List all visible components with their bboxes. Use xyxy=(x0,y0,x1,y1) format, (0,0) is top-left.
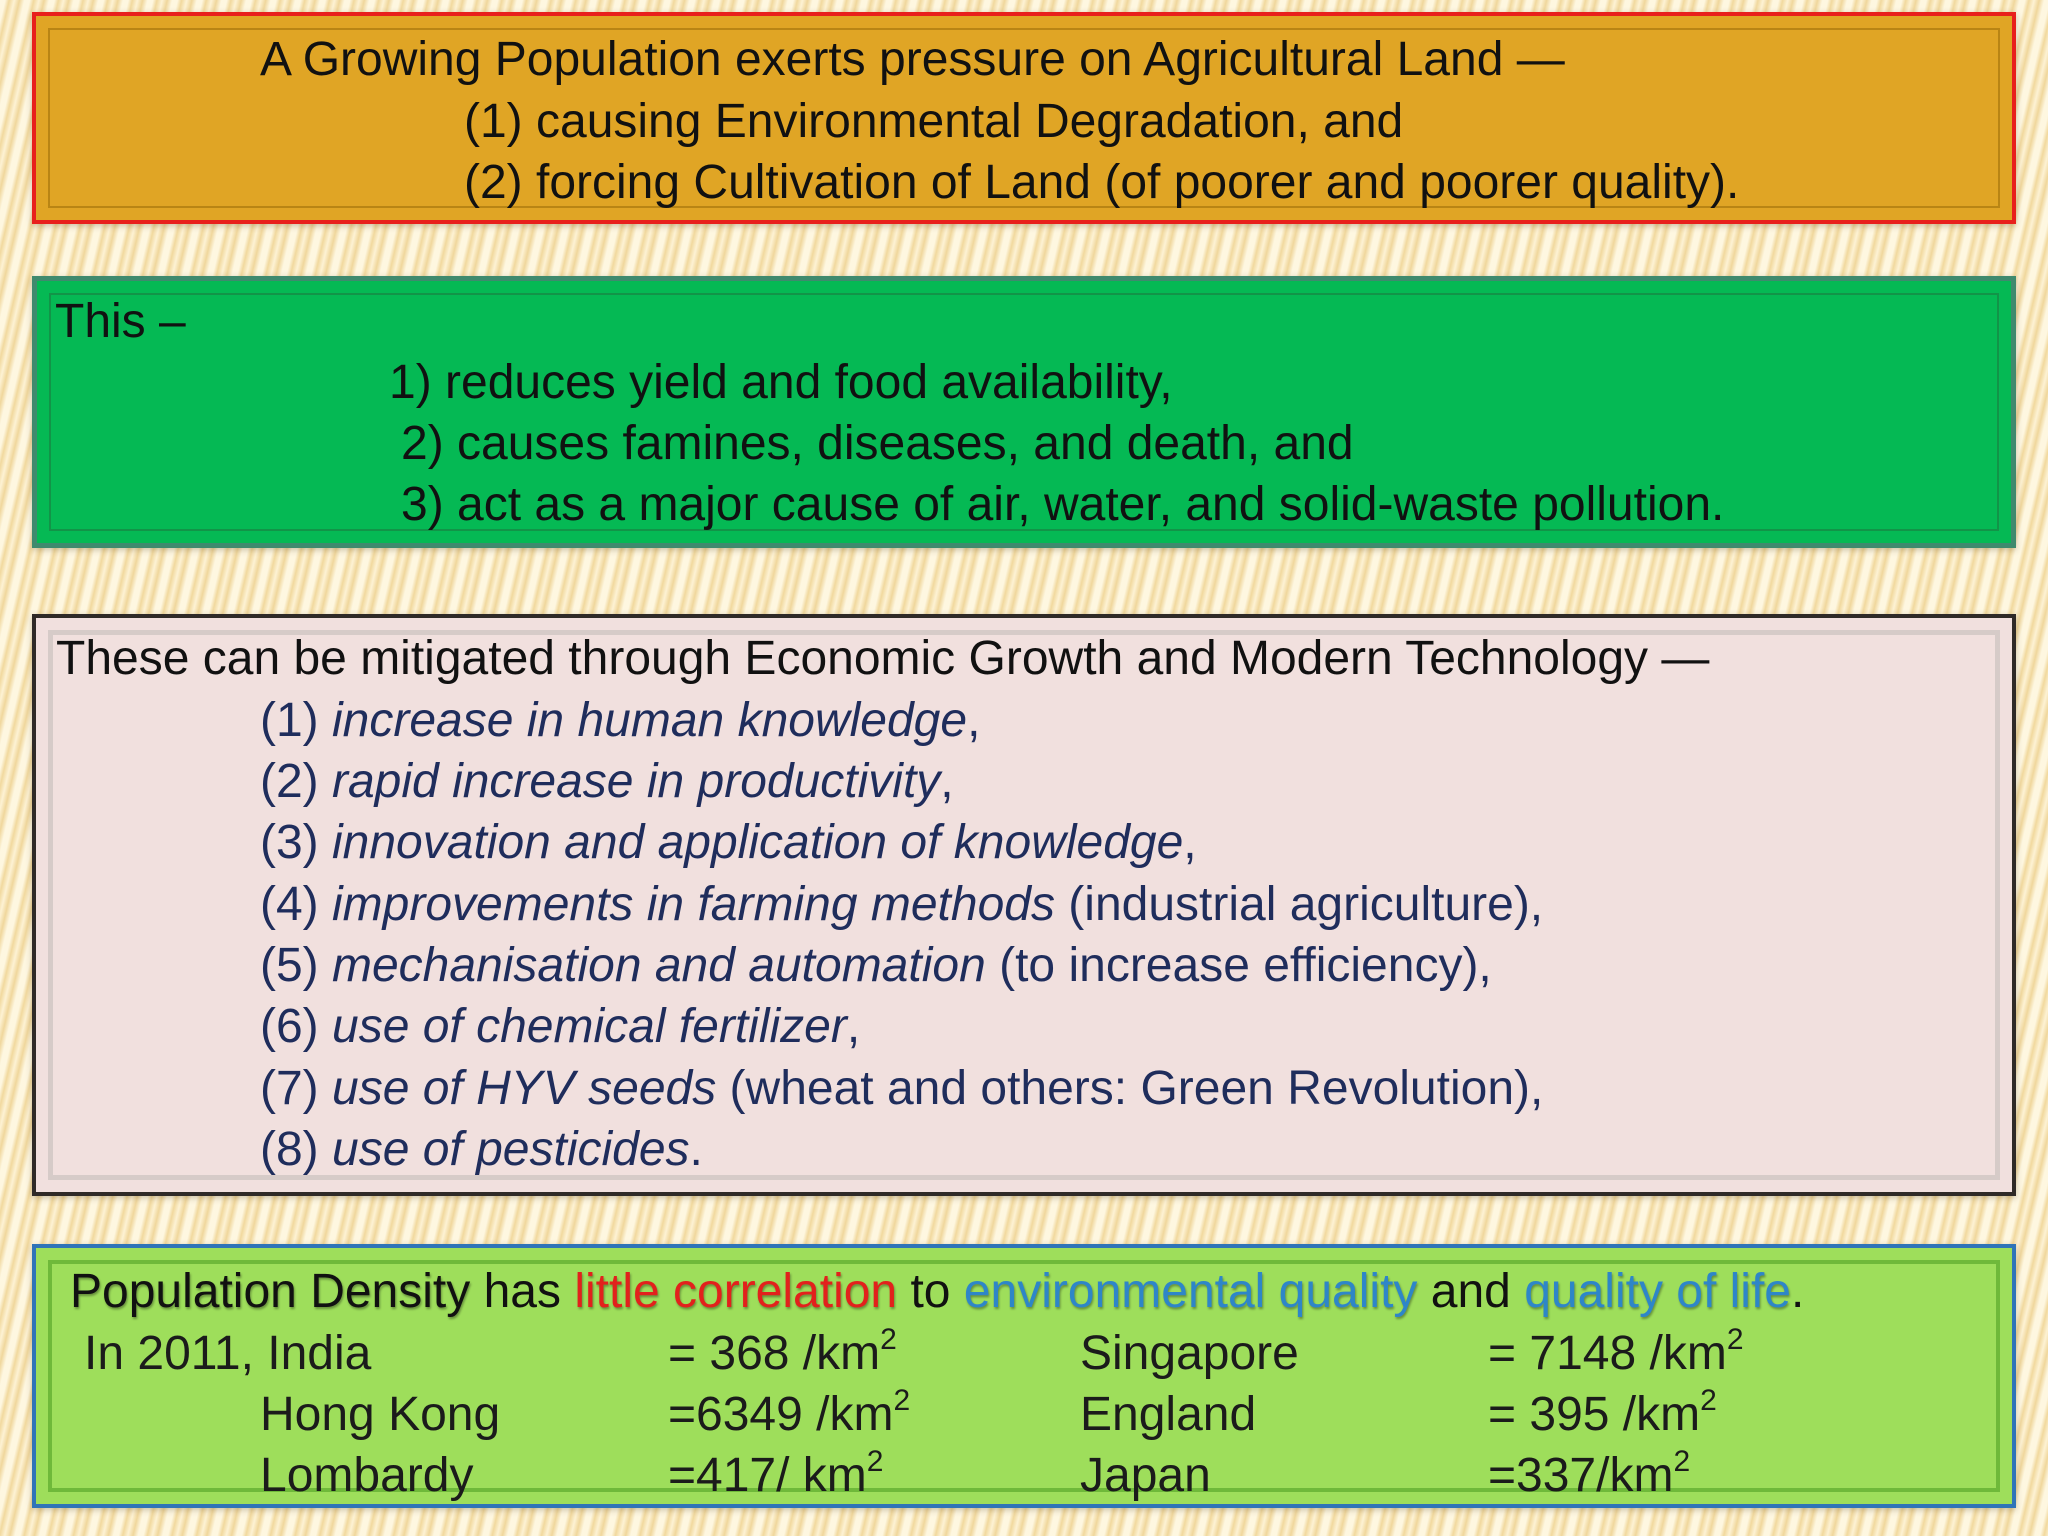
density-row-3-value-2: $=337/km^2$ xyxy=(1488,1445,1691,1502)
density-row-2-label-2: England xyxy=(1080,1388,1257,1441)
mitigation-item-4: (4) improvements in farming methods (industrial agriculture), xyxy=(260,878,1544,931)
density-row-3-label: Lombardy xyxy=(260,1449,474,1502)
density-headline: Population Density has little correlation to environmental quality and quality of life. xyxy=(70,1265,1805,1318)
mitigation-item-8: (8) use of pesticides. xyxy=(260,1123,703,1176)
mitigation-item-3: (3) innovation and application of knowledge, xyxy=(260,816,1197,869)
mitigation-box xyxy=(32,614,2016,1196)
consequences-intro: This – xyxy=(55,295,186,348)
population-density-box xyxy=(32,1244,2016,1508)
mitigation-item-6: (6) use of chemical fertilizer, xyxy=(260,1000,861,1053)
mitigation-item-7: (7) use of HYV seeds (wheat and others: Green Revolution), xyxy=(260,1062,1544,1115)
density-row-1-label: In 2011, India xyxy=(84,1327,372,1380)
consequence-item-2: 2) causes famines, diseases, and death, and xyxy=(401,417,1354,470)
intro-line-3: (2) forcing Cultivation of Land (of poorer and poorer quality). xyxy=(464,156,1740,209)
intro-line-2: (1) causing Environmental Degradation, and xyxy=(464,95,1404,148)
intro-line-1: A Growing Population exerts pressure on Agricultural Land — xyxy=(260,33,1565,86)
density-row-1-value-2: = 7148 $/km^2$ xyxy=(1488,1323,1744,1380)
density-row-1-value: = 368 $/km^2$ xyxy=(668,1323,897,1380)
density-row-1-label-2: Singapore xyxy=(1080,1327,1299,1380)
consequences-box xyxy=(32,276,2016,548)
density-row-3-value: =417/ $km^2$ xyxy=(668,1445,884,1502)
consequence-item-1: 1) reduces yield and food availability, xyxy=(389,356,1173,409)
mitigation-item-2: (2) rapid increase in productivity, xyxy=(260,755,954,808)
mitigation-intro: These can be mitigated through Economic Growth and Modern Technology — xyxy=(56,632,1710,685)
density-row-3-label-2: Japan xyxy=(1080,1449,1211,1502)
consequence-item-3: 3) act as a major cause of air, water, and solid-waste pollution. xyxy=(401,478,1725,531)
density-row-2-value: =6349 $/km^2$ xyxy=(668,1384,911,1441)
density-row-2-label: Hong Kong xyxy=(260,1388,501,1441)
mitigation-item-5: (5) mechanisation and automation (to increase efficiency), xyxy=(260,939,1492,992)
density-row-2-value-2: = 395 $/km^2$ xyxy=(1488,1384,1717,1441)
intro-box xyxy=(32,12,2016,224)
mitigation-item-1: (1) increase in human knowledge, xyxy=(260,694,981,747)
